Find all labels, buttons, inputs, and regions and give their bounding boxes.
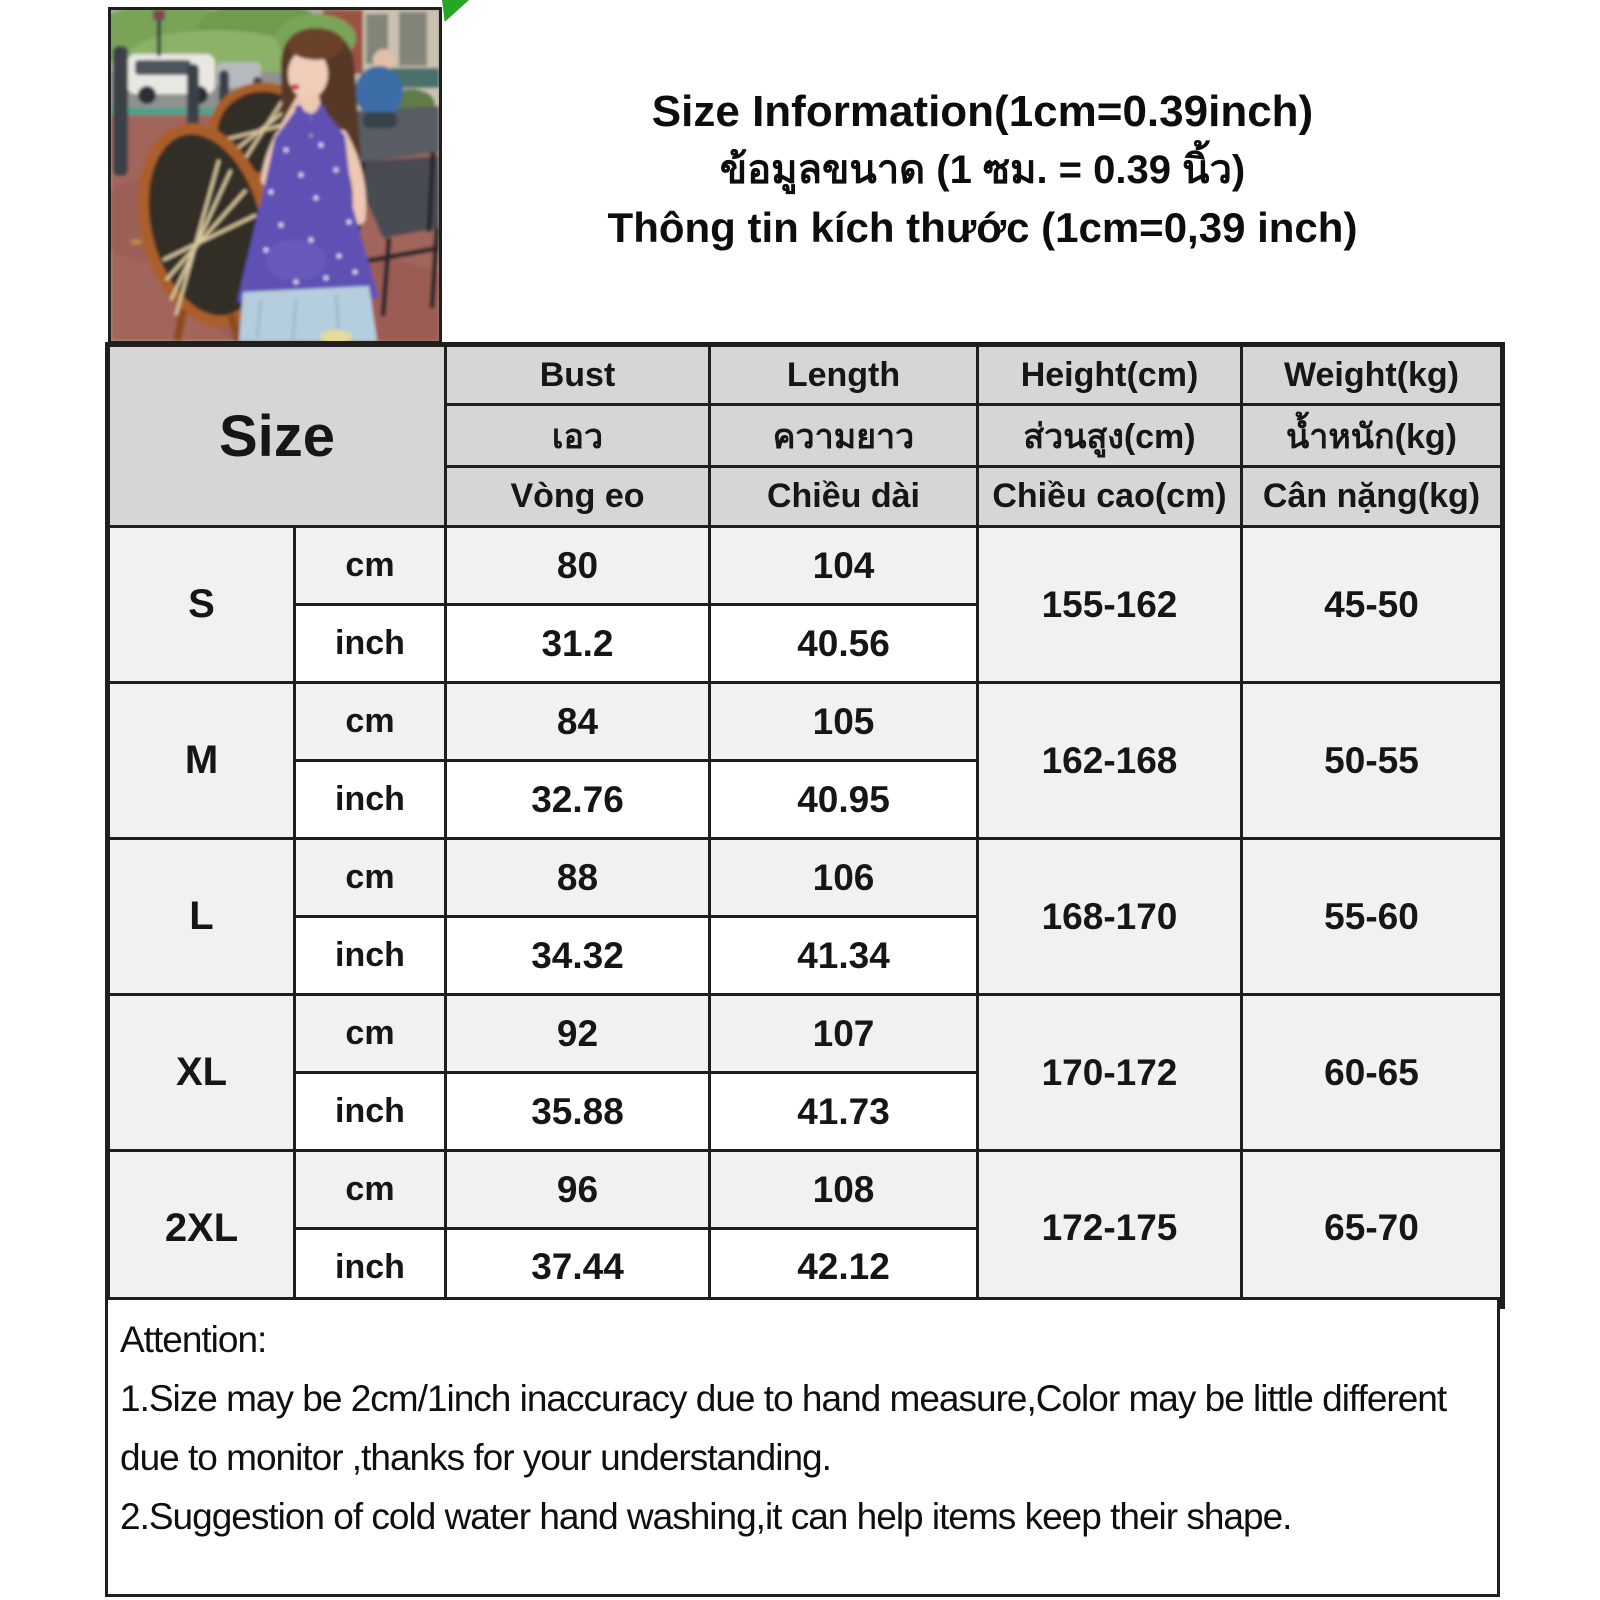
page-title-th: ข้อมูลขนาด (1 ซม. = 0.39 นิ้ว) [719, 148, 1246, 192]
table-row-cm [108, 683, 1503, 761]
unit-cm-label: cm [295, 1151, 446, 1229]
unit-inch-label: inch [295, 1073, 446, 1151]
length-inch-value: 41.73 [710, 1073, 978, 1151]
size-table-header [108, 345, 1503, 527]
col-header-bust-vi: Vòng eo [446, 467, 710, 527]
size-letter: 2XL [108, 1151, 295, 1307]
table-row-cm [108, 1151, 1503, 1229]
title-block [445, 82, 1520, 256]
weight-value: 45-50 [1242, 527, 1503, 683]
size-letter: S [108, 527, 295, 683]
length-inch-value: 40.56 [710, 605, 978, 683]
weight-value: 50-55 [1242, 683, 1503, 839]
bust-cm-value: 84 [446, 683, 710, 761]
col-header-height-en: Height(cm) [978, 345, 1242, 405]
col-header-weight-th: น้ำหนัก(kg) [1242, 405, 1503, 467]
col-header-length-vi: Chiều dài [710, 467, 978, 527]
bust-cm-value: 96 [446, 1151, 710, 1229]
unit-inch-label: inch [295, 1229, 446, 1307]
height-value: 172-175 [978, 1151, 1242, 1307]
size-letter: XL [108, 995, 295, 1151]
unit-inch-label: inch [295, 917, 446, 995]
unit-cm-label: cm [295, 995, 446, 1073]
length-cm-value: 107 [710, 995, 978, 1073]
col-header-weight-en: Weight(kg) [1242, 345, 1503, 405]
model-photo-illustration [111, 10, 439, 341]
bust-inch-value: 32.76 [446, 761, 710, 839]
bust-inch-value: 37.44 [446, 1229, 710, 1307]
unit-cm-label: cm [295, 683, 446, 761]
table-row-cm [108, 839, 1503, 917]
weight-value: 55-60 [1242, 839, 1503, 995]
attention-box [105, 1297, 1500, 1597]
length-inch-value: 41.34 [710, 917, 978, 995]
col-header-weight-vi: Cân nặng(kg) [1242, 467, 1503, 527]
page-title-vi: Thông tin kích thước (1cm=0,39 inch) [607, 204, 1358, 251]
height-value: 155-162 [978, 527, 1242, 683]
size-letter: L [108, 839, 295, 995]
height-value: 162-168 [978, 683, 1242, 839]
attention-note-1: 1.Size may be 2cm/1inch inaccuracy due to hand measure,Color may be little different due to monitor ,thanks for your understanding. [120, 1378, 1447, 1478]
unit-cm-label: cm [295, 839, 446, 917]
bust-cm-value: 92 [446, 995, 710, 1073]
table-row-cm [108, 995, 1503, 1073]
size-table-body [108, 527, 1503, 1307]
page-title-en: Size Information(1cm=0.39inch) [651, 87, 1314, 136]
unit-inch-label: inch [295, 761, 446, 839]
length-cm-value: 108 [710, 1151, 978, 1229]
unit-cm-label: cm [295, 527, 446, 605]
weight-value: 60-65 [1242, 995, 1503, 1151]
col-header-bust-en: Bust [446, 345, 710, 405]
col-header-height-th: ส่วนสูง(cm) [978, 405, 1242, 467]
size-header-cell: Size [108, 345, 446, 527]
length-cm-value: 104 [710, 527, 978, 605]
size-table [105, 342, 1505, 1309]
col-header-height-vi: Chiều cao(cm) [978, 467, 1242, 527]
length-inch-value: 40.95 [710, 761, 978, 839]
col-header-length-en: Length [710, 345, 978, 405]
height-value: 168-170 [978, 839, 1242, 995]
col-header-bust-th: เอว [446, 405, 710, 467]
header-row-en [108, 345, 1503, 405]
product-photo [108, 7, 442, 344]
col-header-length-th: ความยาว [710, 405, 978, 467]
unit-inch-label: inch [295, 605, 446, 683]
bust-cm-value: 80 [446, 527, 710, 605]
bust-inch-value: 34.32 [446, 917, 710, 995]
bust-cm-value: 88 [446, 839, 710, 917]
height-value: 170-172 [978, 995, 1242, 1151]
bust-inch-value: 35.88 [446, 1073, 710, 1151]
weight-value: 65-70 [1242, 1151, 1503, 1307]
length-cm-value: 106 [710, 839, 978, 917]
attention-title: Attention: [120, 1319, 267, 1360]
bust-inch-value: 31.2 [446, 605, 710, 683]
green-corner-flag-icon [442, 0, 469, 22]
attention-note-2: 2.Suggestion of cold water hand washing,it can help items keep their shape. [120, 1496, 1292, 1537]
length-cm-value: 105 [710, 683, 978, 761]
table-row-cm [108, 527, 1503, 605]
size-letter: M [108, 683, 295, 839]
length-inch-value: 42.12 [710, 1229, 978, 1307]
